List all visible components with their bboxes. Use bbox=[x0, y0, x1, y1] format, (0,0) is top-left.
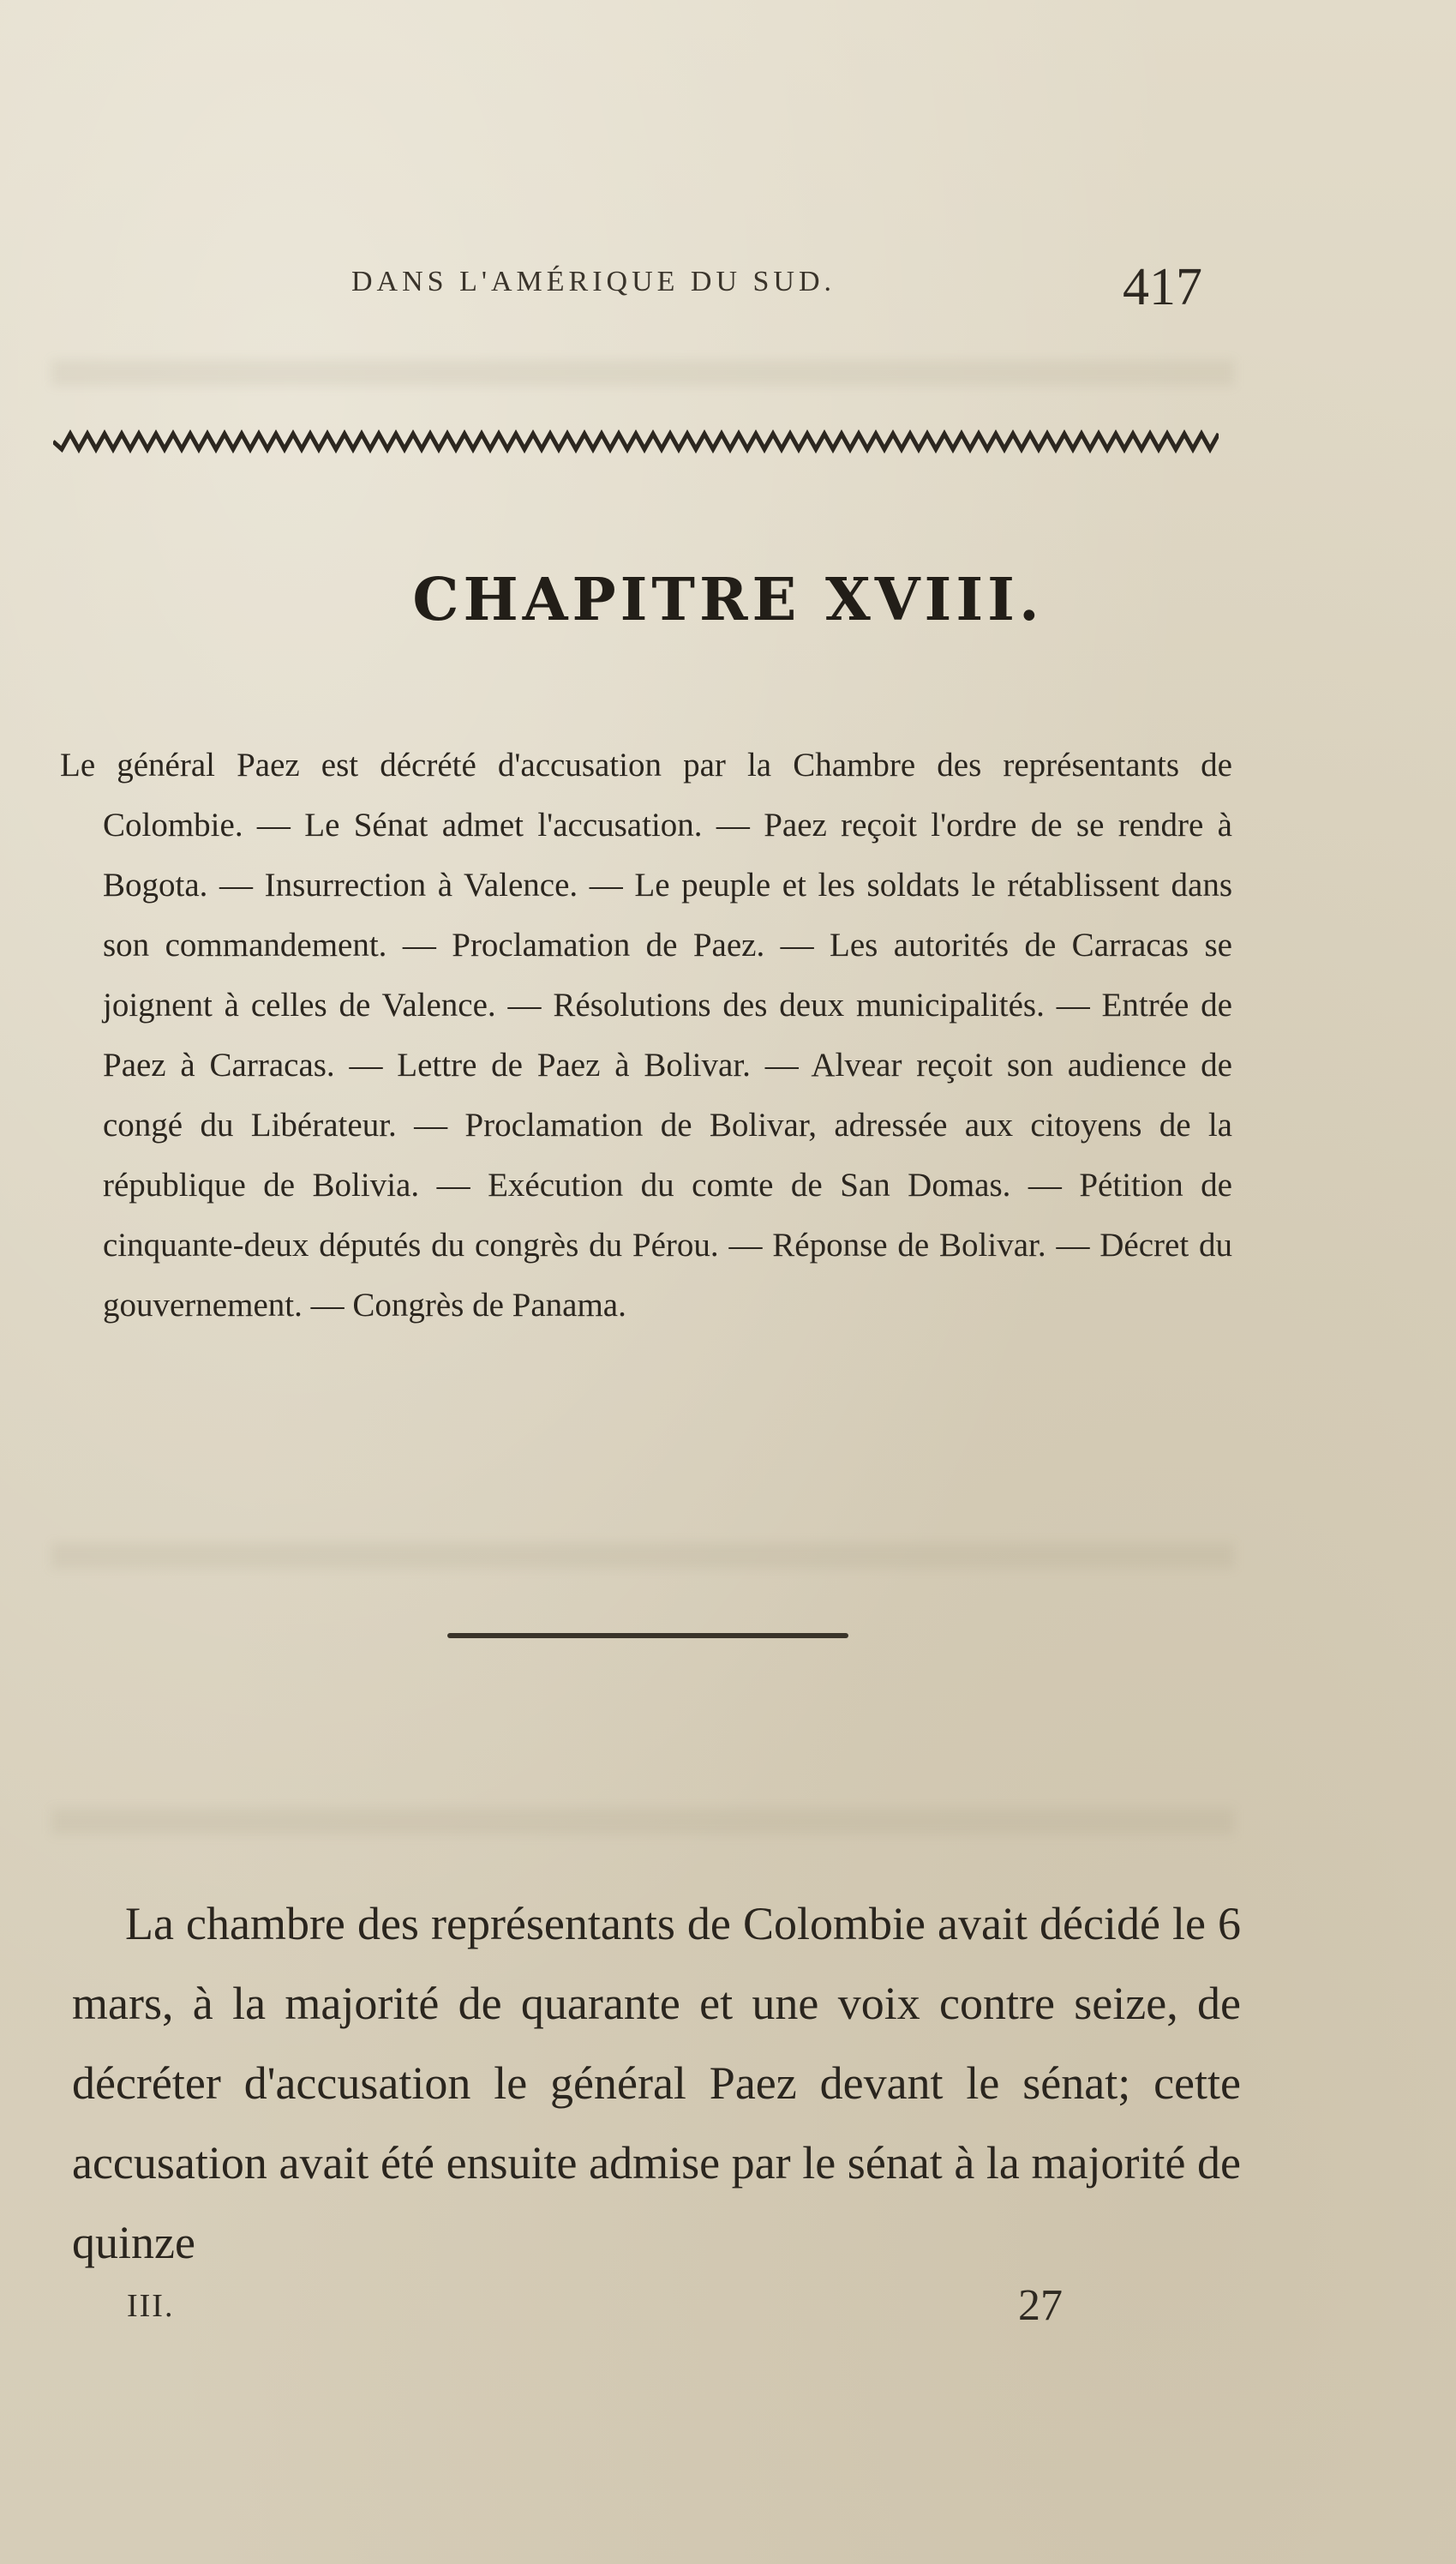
signature-mark: III. bbox=[127, 2288, 175, 2324]
paper-show-through bbox=[51, 360, 1234, 386]
page-number: 417 bbox=[1123, 258, 1202, 316]
paper-show-through bbox=[51, 1543, 1234, 1569]
chapter-title: CHAPITRE XVIII. bbox=[412, 566, 1044, 634]
ornamental-rule bbox=[53, 429, 1219, 454]
folio-number: 27 bbox=[1018, 2281, 1063, 2330]
paper-show-through bbox=[51, 1809, 1234, 1834]
chapter-summary-text: Le général Paez est décrété d'accusation par la Chambre des représentants de Colombie. — Le Sénat admet l'accusation. — Paez reçoit l'ordre de se rendre à Bogota. — Insurrection à Valence. — Le peuple et les soldats le rétablissent dans son commandement. — Proclamation de Paez. — Les autorités de Carracas se joignent à celles de Valence. — Résolutions des deux municipalités. — Entrée de Paez à Carracas. — Lettre de Paez à Bolivar. — Alvear reçoit son audience de congé du Libérateur. — Proclamation de Bolivar, adressée aux citoyens de la république de Bolivia. — Exécution du comte de San Domas. — Pétition de cinquante-deux députés du congrès du Pérou. — Réponse de Bolivar. — Décret du gouvernement. — Congrès de Panama. bbox=[60, 747, 1232, 1324]
running-head: DANS L'AMÉRIQUE DU SUD. bbox=[351, 266, 836, 297]
chapter-summary bbox=[60, 736, 1232, 1336]
body-paragraph: La chambre des représentants de Colombie avait décidé le 6 mars, à la majorité de quarante et une voix contre seize, de décréter d'accusation le général Paez devant le sénat; cette accusation avait été ensuite admise par le sénat à la majorité de quinze bbox=[72, 1898, 1241, 2268]
section-divider bbox=[447, 1633, 848, 1638]
